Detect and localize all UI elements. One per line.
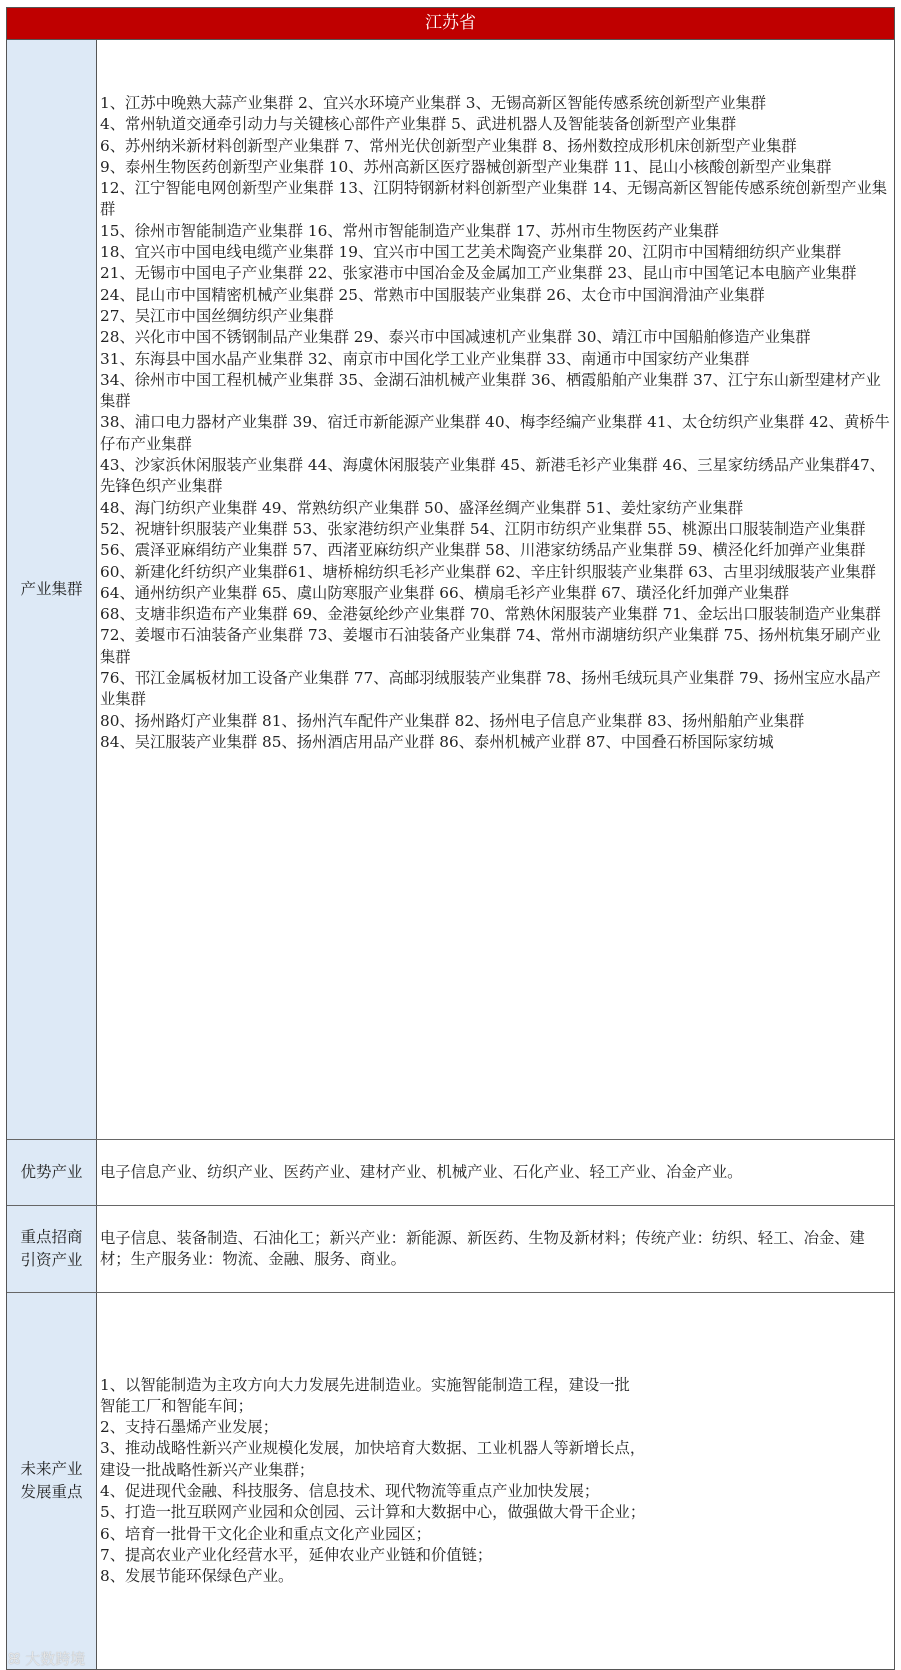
- list-item: 64、通州纺织产业集群 65、虞山防寒服产业集群 66、横扇毛衫产业集群 67、璜泾化纤加弹产业集群: [100, 583, 790, 602]
- list-item: 18、宜兴市中国电线电缆产业集群 19、宜兴市中国工艺美术陶瓷产业集群 20、江阴市中国精细纺织产业集群: [100, 243, 842, 262]
- list-item: 48、海门纺织产业集群 49、常熟纺织产业集群 50、盛泽丝绸产业集群 51、姜灶家纺产业集群: [100, 498, 744, 517]
- list-item: 27、吴江市中国丝绸纺织产业集群: [100, 306, 334, 325]
- advantage-industries-text: 电子信息产业、纺织产业、医药产业、建材产业、机械产业、石化产业、轻工产业、冶金产业。: [100, 1162, 743, 1181]
- list-item: 76、邗江金属板材加工设备产业集群 77、高邮羽绒服装产业集群 78、扬州毛绒玩具产业集群 79、扬州宝应水晶产业集群: [100, 669, 881, 709]
- list-item: 38、浦口电力器材产业集群 39、宿迁市新能源产业集群 40、梅李经编产业集群 41、太仓纺织产业集群 42、黄桥牛仔布产业集群: [100, 413, 890, 453]
- watermark-icon: ꕤ: [8, 1650, 21, 1668]
- investment-text: [97, 1206, 894, 1292]
- row-label-future: [7, 1293, 97, 1669]
- list-item: 6、培育一批骨干文化企业和重点文化产业园区；: [100, 1524, 431, 1543]
- list-item: 建设一批战略性新兴产业集群；: [100, 1460, 315, 1479]
- list-item: 43、沙家浜休闲服装产业集群 44、海虞休闲服装产业集群 45、新港毛衫产业集群 46、三星家纺绣品产业集群47、先锋色织产业集群: [100, 456, 885, 496]
- label-line: 发展重点: [20, 1483, 83, 1501]
- table-header-province: 江苏省: [7, 8, 894, 40]
- list-item: 15、徐州市智能制造产业集群 16、常州市智能制造产业集群 17、苏州市生物医药产业集群: [100, 221, 719, 240]
- list-item: 84、吴江服装产业集群 85、扬州酒店用品产业群 86、泰州机械产业群 87、中国叠石桥国际家纺城: [100, 732, 774, 751]
- list-item: 52、祝塘针织服装产业集群 53、张家港纺织产业集群 54、江阴市纺织产业集群 55、桃源出口服装制造产业集群: [100, 519, 866, 538]
- list-item: 60、新建化纤纺织产业集群61、塘桥棉纺织毛衫产业集群 62、辛庄针织服装产业集群 63、古里羽绒服装产业集群: [100, 562, 876, 581]
- list-item: 6、苏州纳米新材料创新型产业集群 7、常州光伏创新型产业集群 8、扬州数控成形机床创新型产业集群: [100, 136, 797, 155]
- label-line: 未来产业: [20, 1460, 83, 1478]
- investment-industries-text: 电子信息、装备制造、石油化工；新兴产业：新能源、新医药、生物及新材料；传统产业：纺织、轻工、冶金、建材；生产服务业：物流、金融、服务、商业。: [100, 1228, 865, 1268]
- province-industry-table: [6, 7, 895, 1670]
- watermark-text: 大数跨境: [25, 1650, 86, 1668]
- list-item: 68、支塘非织造布产业集群 69、金港氨纶纱产业集群 70、常熟休闲服装产业集群 71、金坛出口服装制造产业集群: [100, 605, 881, 624]
- list-item: 1、江苏中晚熟大蒜产业集群 2、宜兴水环境产业集群 3、无锡高新区智能传感系统创新型产业集群: [100, 94, 767, 112]
- row-label-advantage: 优势产业: [7, 1140, 97, 1205]
- list-item: 智能工厂和智能车间；: [100, 1396, 253, 1415]
- list-item: 28、兴化市中国不锈钢制品产业集群 29、泰兴市中国减速机产业集群 30、靖江市中国船舶修造产业集群: [100, 328, 811, 347]
- list-item: 12、江宁智能电网创新型产业集群 13、江阴特钢新材料创新型产业集群 14、无锡高新区智能传感系统创新型产业集群: [100, 179, 888, 219]
- list-item: 8、发展节能环保绿色产业。: [100, 1567, 294, 1586]
- list-item: 7、提高农业产业化经营水平，延伸农业产业链和价值链；: [100, 1545, 493, 1564]
- list-item: 24、昆山市中国精密机械产业集群 25、常熟市中国服装产业集群 26、太仓市中国润滑油产业集群: [100, 285, 765, 304]
- list-item: 34、徐州市中国工程机械产业集群 35、金湖石油机械产业集群 36、栖霞船舶产业集群 37、江宁东山新型建材产业集群: [100, 370, 881, 411]
- list-item: 21、无锡市中国电子产业集群 22、张家港市中国冶金及金属加工产业集群 23、昆山市中国笔记本电脑产业集群: [100, 264, 857, 283]
- watermark-logo: [8, 1648, 85, 1669]
- row-label-investment: [7, 1206, 97, 1292]
- list-item: 4、常州轨道交通牵引动力与关键核心部件产业集群 5、武进机器人及智能装备创新型产业集群: [100, 115, 737, 134]
- list-item: 3、推动战略性新兴产业规模化发展，加快培育大数据、工业机器人等新增长点，: [100, 1439, 646, 1458]
- row-future-development: [7, 1293, 894, 1669]
- list-item: 1、以智能制造为主攻方向大力发展先进制造业。实施智能制造工程，建设一批: [100, 1375, 630, 1394]
- row-advantage-industries: [7, 1140, 894, 1206]
- advantage-text: [97, 1140, 894, 1205]
- label-line: 引资产业: [20, 1251, 83, 1269]
- list-item: 2、支持石墨烯产业发展；: [100, 1418, 278, 1437]
- row-industry-clusters: [7, 40, 894, 1140]
- list-item: 5、打造一批互联网产业园和众创园、云计算和大数据中心，做强做大骨干企业；: [100, 1503, 646, 1522]
- clusters-list: [97, 40, 894, 1139]
- list-item: 9、泰州生物医药创新型产业集群 10、苏州高新区医疗器械创新型产业集群 11、昆山小核酸创新型产业集群: [100, 157, 832, 176]
- list-item: 56、震泽亚麻绢纺产业集群 57、西渚亚麻纺织产业集群 58、川港家纺绣品产业集群 59、横泾化纤加弹产业集群: [100, 541, 866, 560]
- list-item: 4、促进现代金融、科技服务、信息技术、现代物流等重点产业加快发展；: [100, 1482, 600, 1500]
- list-item: 72、姜堰市石油装备产业集群 73、姜堰市石油装备产业集群 74、常州市湖塘纺织产业集群 75、扬州杭集牙刷产业集群: [100, 626, 881, 666]
- list-item: 31、东海县中国水晶产业集群 32、南京市中国化学工业产业集群 33、南通市中国家纺产业集群: [100, 349, 750, 368]
- row-label-clusters: 产业集群: [7, 40, 97, 1139]
- label-line: 重点招商: [20, 1228, 83, 1246]
- row-investment-industries: [7, 1206, 894, 1293]
- list-item: 80、扬州路灯产业集群 81、扬州汽车配件产业集群 82、扬州电子信息产业集群 83、扬州船舶产业集群: [100, 711, 805, 730]
- future-list: [97, 1293, 894, 1669]
